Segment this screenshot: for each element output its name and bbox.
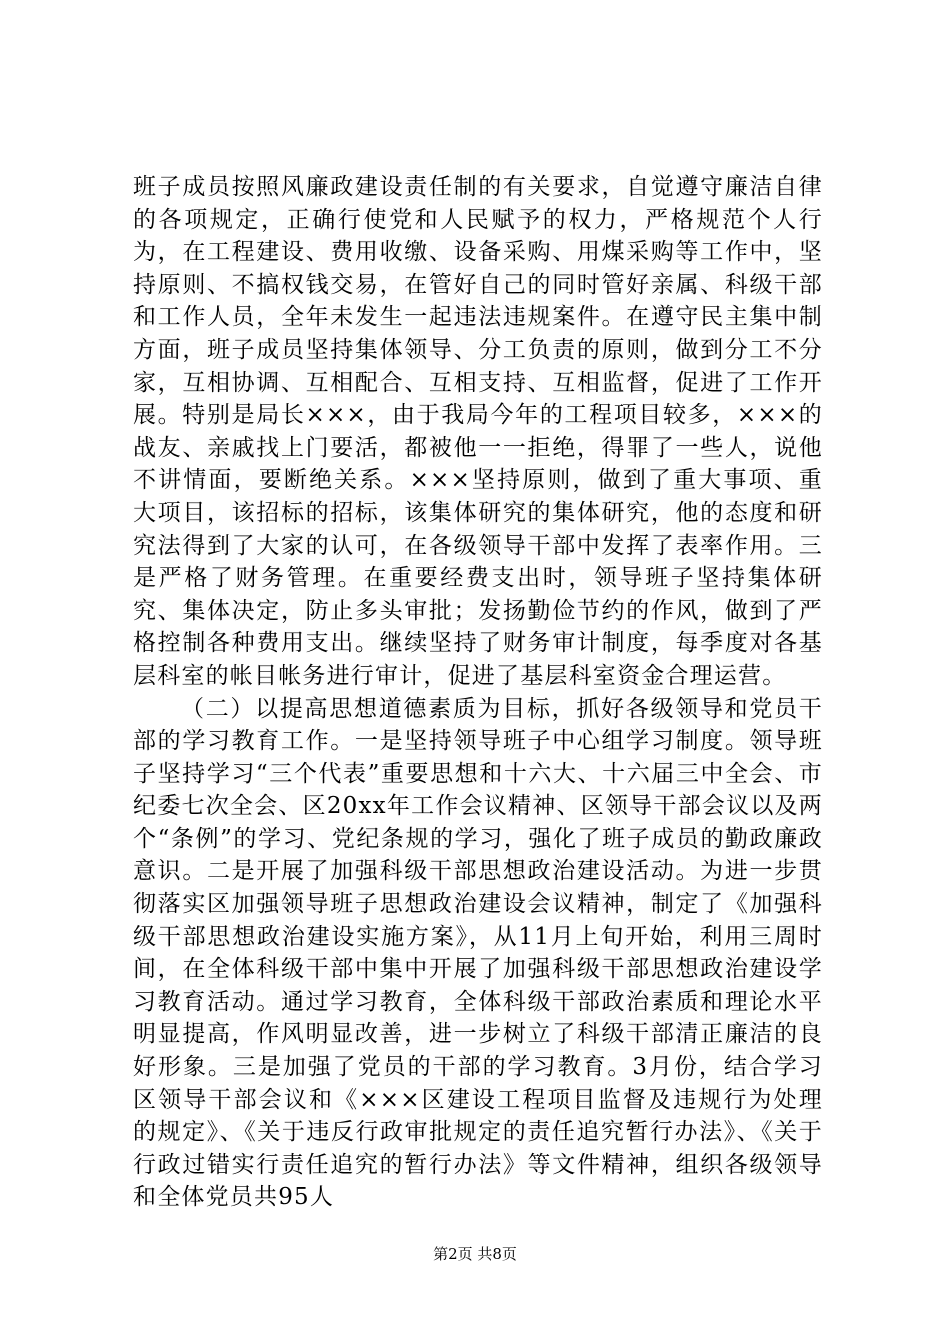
page-footer: 第2页 共8页 xyxy=(433,1245,517,1263)
document-body xyxy=(133,171,823,1214)
paragraph-2: （二）以提高思想道德素质为目标，抓好各级领导和党员干部的学习教育工作。一是坚持领导班子中心组学习制度。领导班子坚持学习“三个代表”重要思想和十六大、十六届三中全会、市纪委七次全会、区20xx年工作会议精神、区领导干部会议以及两个“条例”的学习、党纪条规的学习，强化了班子成员的勤政廉政意识。二是开展了加强科级干部思想政治建设活动。为进一步贯彻落实区加强领导班子思想政治建设会议精神，制定了《加强科级干部思想政治建设实施方案》，从11月上旬开始，利用三周时间，在全体科级干部中集中开展了加强科级干部思想政治建设学习教育活动。通过学习教育，全体科级干部政治素质和理论水平明显提高，作风明显改善，进一步树立了科级干部清正廉洁的良好形象。三是加强了党员的干部的学习教育。3月份，结合学习区领导干部会议和《×××区建设工程项目监督及违规行为处理的规定》、《关于违反行政审批规定的责任追究暂行办法》、《关于行政过错实行责任追究的暂行办法》等文件精神，组织各级领导和全体党员共95人 xyxy=(133,695,823,1211)
paragraph-1: 班子成员按照风廉政建设责任制的有关要求，自觉遵守廉洁自律的各项规定，正确行使党和人民赋予的权力，严格规范个人行为，在工程建设、费用收缴、设备采购、用煤采购等工作中，坚持原则、不搞权钱交易，在管好自己的同时管好亲属、科级干部和工作人员，全年未发生一起违法违规案件。在遵守民主集中制方面，班子成员坚持集体领导、分工负责的原则，做到分工不分家，互相协调、互相配合、互相支持、互相监督，促进了工作开展。特别是局长×××，由于我局今年的工程项目较多，×××的战友、亲戚找上门要活，都被他一一拒绝，得罪了一些人，说他不讲情面，要断绝关系。×××坚持原则，做到了重大事项、重大项目，该招标的招标，该集体研究的集体研究，他的态度和研究法得到了大家的认可，在各级领导干部中发挥了表率作用。三是严格了财务管理。在重要经费支出时，领导班子坚持集体研究、集体决定，防止多头审批；发扬勤俭节约的作风，做到了严格控制各种费用支出。继续坚持了财务审计制度，每季度对各基层科室的帐目帐务进行审计，促进了基层科室资金合理运营。 xyxy=(133,174,823,689)
